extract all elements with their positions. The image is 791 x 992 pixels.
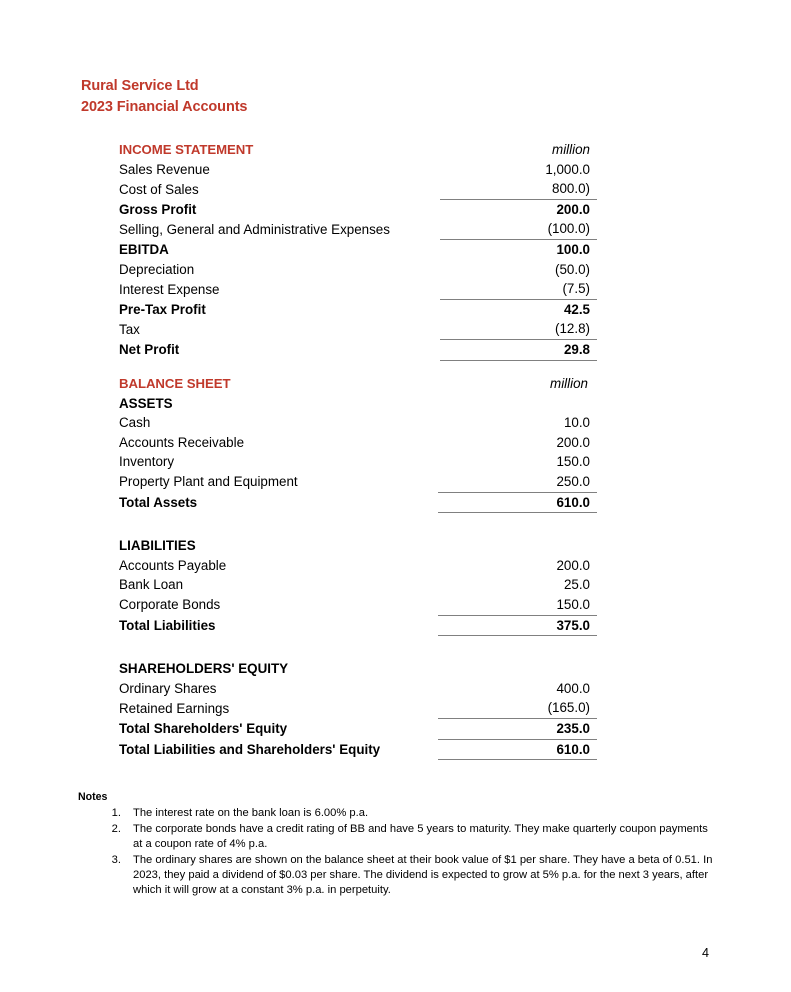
row-label: EBITDA <box>119 241 169 257</box>
table-row <box>119 556 597 576</box>
row-label: Ordinary Shares <box>119 680 217 696</box>
liabilities-heading-row <box>119 536 597 556</box>
section-spacer <box>119 513 597 537</box>
row-label: Sales Revenue <box>119 161 210 177</box>
notes-label: Notes <box>78 791 108 803</box>
row-label: Tax <box>119 321 140 337</box>
row-label: Depreciation <box>119 261 195 277</box>
row-label: Bank Loan <box>119 577 184 593</box>
list-item: The interest rate on the bank loan is 6.00% p.a. <box>133 807 369 820</box>
table-row <box>119 595 597 615</box>
row-label: Pre-Tax Profit <box>119 301 206 317</box>
table-row <box>119 299 597 319</box>
row-label: Accounts Receivable <box>119 434 245 450</box>
list-item: The corporate bonds have a credit rating of BB and have 5 years to maturity. They make quarterly coupon payments at a coupon rate of 4% p.a. <box>133 822 708 851</box>
table-row <box>119 239 597 259</box>
table-row <box>119 698 597 718</box>
row-value: 610.0 <box>438 492 597 513</box>
row-value: (12.8) <box>440 319 597 339</box>
section-spacer <box>119 636 597 660</box>
income-statement-unit: million <box>552 142 590 157</box>
row-value: 42.5 <box>563 301 590 317</box>
row-label: Net Profit <box>119 342 180 358</box>
row-label: Total Liabilities <box>119 618 216 634</box>
equity-heading: SHAREHOLDERS' EQUITY <box>119 661 289 677</box>
liabilities-heading: LIABILITIES <box>119 538 196 554</box>
assets-heading: ASSETS <box>119 395 173 411</box>
table-row <box>119 260 597 280</box>
list-item: The ordinary shares are shown on the balance sheet at their book value of $1 per share. They have a beta of 0.51. In 2023, they paid a dividend of $0.03 per share. The dividend is expected to grow at 5% p.a. for the next 3 years, after which it will grow at a constant 3% p.a. in perpetuity. <box>133 853 713 897</box>
table-row <box>119 718 597 739</box>
table-row <box>119 219 597 239</box>
row-value: 10.0 <box>563 415 590 431</box>
liabilities-heading-value <box>438 536 597 556</box>
row-value: (165.0) <box>438 698 597 718</box>
row-value: 150.0 <box>556 454 590 470</box>
row-value: 200.0 <box>556 434 590 450</box>
row-value: 400.0 <box>556 680 590 696</box>
company-name: Rural Service Ltd <box>81 78 199 94</box>
notes-list <box>78 806 718 898</box>
row-value: 25.0 <box>563 577 590 593</box>
row-value: (100.0) <box>440 219 597 239</box>
row-label: Retained Earnings <box>119 700 230 716</box>
table-row <box>119 452 597 472</box>
table-row <box>119 199 597 219</box>
balance-sheet-header-row <box>119 374 597 394</box>
table-row <box>119 279 597 299</box>
row-label: Selling, General and Administrative Expenses <box>119 221 390 237</box>
row-value: 29.8 <box>440 339 597 360</box>
row-label: Cash <box>119 415 151 431</box>
assets-heading-row <box>119 394 597 414</box>
row-label: Inventory <box>119 454 175 470</box>
row-value: (7.5) <box>440 279 597 299</box>
income-statement-heading: INCOME STATEMENT <box>119 142 254 157</box>
row-label: Cost of Sales <box>119 181 199 197</box>
page-number: 4 <box>701 946 709 960</box>
row-value: 375.0 <box>438 615 597 636</box>
row-label: Corporate Bonds <box>119 597 221 613</box>
document-title <box>81 76 247 117</box>
row-label: Total Liabilities and Shareholders' Equity <box>119 742 381 757</box>
table-row <box>119 179 597 199</box>
row-label: Accounts Payable <box>119 557 227 573</box>
table-row <box>119 492 597 513</box>
table-row <box>119 575 597 595</box>
table-row <box>119 679 597 699</box>
row-value: 1,000.0 <box>545 161 590 177</box>
row-value: 800.0) <box>440 179 597 199</box>
equity-heading-row <box>119 659 597 679</box>
table-row <box>119 472 597 492</box>
assets-heading-value <box>438 394 597 414</box>
row-label: Property Plant and Equipment <box>119 474 298 490</box>
table-row <box>119 413 597 433</box>
balance-sheet-unit: million <box>550 376 588 391</box>
row-value: 250.0 <box>438 472 597 492</box>
income-statement-table <box>119 140 597 361</box>
row-label: Interest Expense <box>119 281 220 297</box>
table-row <box>119 739 597 760</box>
row-label: Total Shareholders' Equity <box>119 721 288 737</box>
row-value: 150.0 <box>438 595 597 615</box>
document-subtitle: 2023 Financial Accounts <box>81 98 248 115</box>
table-row <box>119 160 597 180</box>
balance-sheet-heading: BALANCE SHEET <box>119 376 231 391</box>
table-row <box>119 339 597 360</box>
row-value: 200.0 <box>556 557 590 573</box>
table-row <box>119 433 597 453</box>
table-row <box>119 615 597 636</box>
notes-section <box>78 790 718 899</box>
equity-heading-value <box>438 659 597 679</box>
row-value: 200.0 <box>556 201 590 217</box>
row-value: 100.0 <box>556 241 590 257</box>
table-row <box>119 319 597 339</box>
row-value: (50.0) <box>555 261 590 277</box>
row-value: 610.0 <box>438 739 597 760</box>
balance-sheet-table <box>119 374 597 760</box>
row-label: Gross Profit <box>119 201 197 217</box>
row-value: 235.0 <box>438 718 597 739</box>
row-label: Total Assets <box>119 495 198 511</box>
income-statement-header-row <box>119 140 597 160</box>
